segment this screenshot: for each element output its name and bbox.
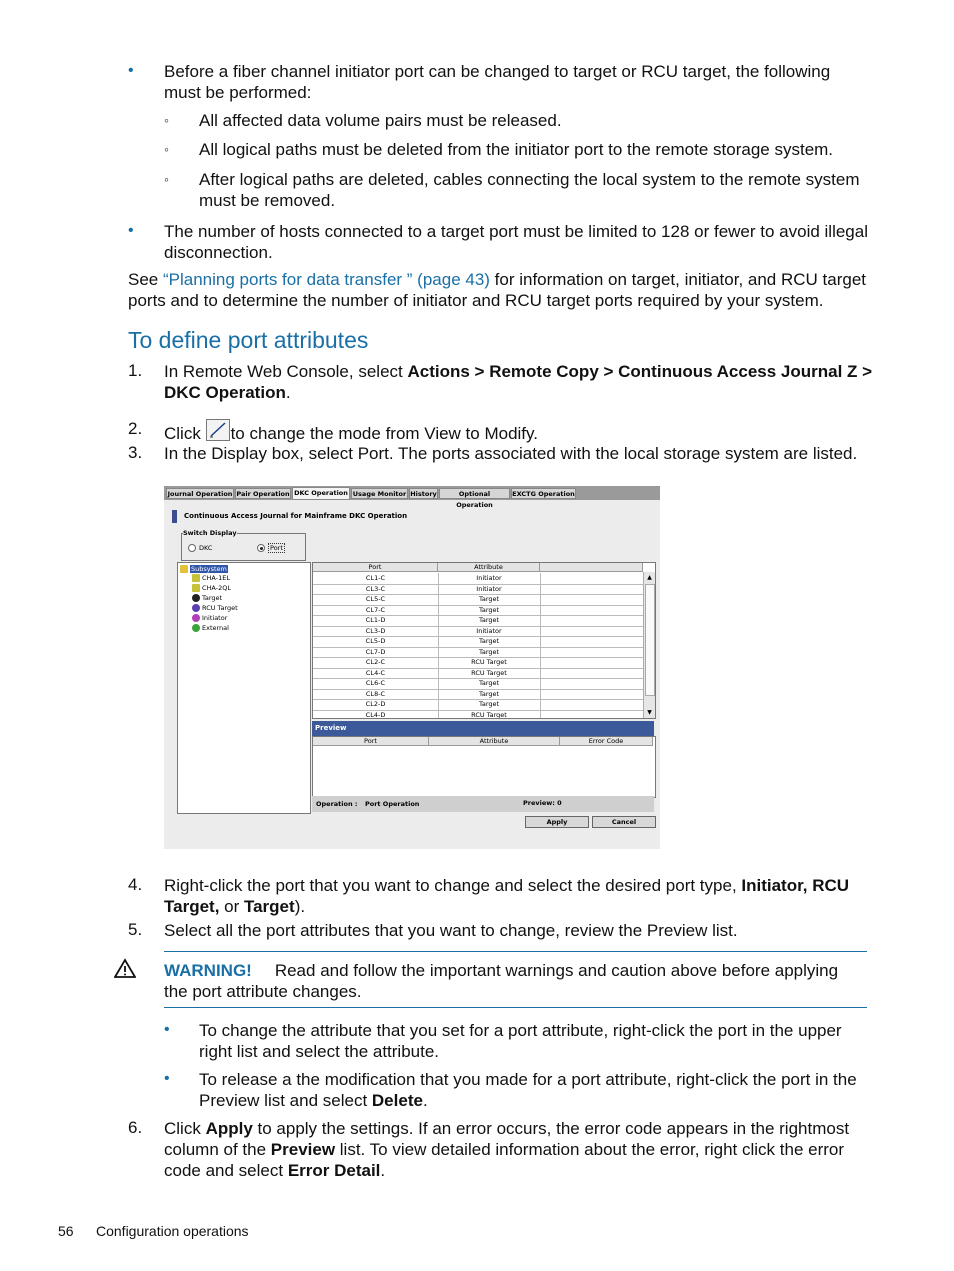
step-4-bold-1: Initiator, RCU Target, — [164, 876, 850, 916]
apply-button[interactable]: Apply — [525, 816, 589, 828]
adapter-icon — [192, 574, 200, 582]
step-6-text — [164, 1118, 864, 1181]
port-cell: CL3-C — [365, 584, 386, 593]
port-cell: CL2-C — [365, 658, 386, 666]
port-cell: CL1-D — [365, 616, 386, 624]
attribute-cell: Initiator — [476, 574, 502, 582]
column-divider — [540, 584, 541, 595]
step-2-post: to change the mode from View to Modify. — [230, 424, 538, 443]
port-cell: CL8-C — [365, 689, 386, 698]
port-cell: CL6-C — [365, 679, 386, 687]
preview-header-error-code[interactable]: Error Code — [560, 737, 653, 746]
attribute-cell: Target — [478, 595, 500, 603]
tab-optional-operation[interactable]: Optional Operation — [439, 488, 510, 499]
preview-list — [312, 736, 656, 798]
tree-item-external[interactable] — [192, 624, 229, 632]
preview-count: Preview: 0 — [523, 799, 562, 807]
sub-bullet-text: All logical paths must be deleted from the initiator port to the remote storage system. — [199, 140, 834, 159]
port-cell: CL7-C — [365, 605, 386, 614]
preview-header-port[interactable]: Port — [313, 737, 429, 746]
step-6-bold-apply: Apply — [205, 1119, 253, 1138]
section-heading: To define port attributes — [128, 327, 369, 353]
column-divider — [540, 594, 541, 605]
initiator-port-icon — [192, 614, 200, 622]
note-2-post: . — [422, 1091, 428, 1110]
tree-item-subsystem[interactable] — [180, 565, 228, 573]
tree-label: CHA-2QL — [202, 584, 231, 592]
attribute-cell: Target — [478, 605, 500, 614]
step-4-mid: or — [219, 897, 244, 916]
step-6-bold-error-detail: Error Detail — [287, 1161, 381, 1180]
step-number: 6. — [128, 1118, 143, 1137]
step-4-bold-2: Target — [243, 897, 295, 916]
step-number: 3. — [128, 443, 143, 462]
grid-header-blank — [540, 563, 643, 572]
table-row[interactable] — [313, 710, 643, 720]
attribute-cell: Target — [478, 679, 500, 687]
tree-label: External — [202, 624, 229, 632]
port-grid — [312, 562, 656, 719]
port-cell: CL4-D — [365, 710, 386, 719]
title-marker — [172, 510, 177, 523]
dkc-operation-screenshot — [164, 486, 660, 849]
bullet-marker: • — [128, 62, 134, 79]
tree-item-cha-2ql[interactable] — [192, 584, 231, 592]
attribute-cell: Target — [478, 616, 500, 624]
step-number: 4. — [128, 875, 143, 894]
step-1-post: . — [285, 383, 291, 402]
panel-title: Continuous Access Journal for Mainframe DKC Operation — [184, 512, 408, 520]
attribute-cell: Target — [478, 647, 500, 656]
sub-bullet-text: All affected data volume pairs must be released. — [199, 111, 562, 130]
attribute-cell: RCU Target — [471, 658, 507, 666]
radio-dkc-label: DKC — [199, 544, 213, 552]
tree-item-initiator[interactable] — [192, 614, 227, 622]
column-divider — [540, 636, 541, 647]
warning-text — [164, 960, 864, 1002]
subsystem-tree — [177, 562, 311, 814]
step-4-text — [164, 875, 864, 917]
step-1-pre: In Remote Web Console, select — [164, 362, 408, 381]
warning-rule-bottom — [164, 1007, 867, 1008]
port-cell: CL7-D — [365, 647, 386, 656]
see-suffix: for information on target, initiator, and RCU target ports and to determine the number of initiator and RCU target ports required by your system. — [128, 270, 867, 310]
note-text: To change the attribute that you set for a port attribute, right-click the port in the upper right list and select the attribute. — [199, 1021, 842, 1061]
attribute-cell: RCU Target — [471, 668, 507, 677]
bullet-marker: • — [128, 222, 134, 239]
sub-bullet-marker: ◦ — [164, 171, 169, 187]
step-1-text — [164, 361, 874, 403]
attribute-cell: Initiator — [476, 626, 502, 635]
column-divider — [540, 668, 541, 679]
step-2-pre: Click — [164, 424, 206, 443]
tab-dkc-operation[interactable]: DKC Operation — [292, 487, 350, 500]
grid-scrollbar[interactable] — [643, 572, 655, 718]
operation-value: Port Operation — [365, 800, 420, 808]
column-divider — [540, 657, 541, 668]
step-number: 2. — [128, 419, 143, 438]
step-2-text — [164, 419, 864, 444]
tab-journal-operation[interactable]: Journal Operation — [167, 490, 233, 498]
rcu-target-port-icon — [192, 604, 200, 612]
step-6-mid-1: to apply the settings. If an error occurs, the error code appears in the rightmost column of the — [164, 1119, 850, 1159]
step-number: 1. — [128, 361, 143, 380]
warning-label: WARNING! — [164, 961, 252, 980]
scroll-thumb[interactable] — [645, 584, 655, 696]
tree-item-rcu-target[interactable] — [192, 604, 238, 612]
column-divider — [540, 615, 541, 626]
step-1-menu-path: Actions > Remote Copy > Continuous Access Journal Z > DKC Operation — [164, 362, 873, 402]
switch-display-label: Switch Display — [183, 529, 237, 537]
attribute-cell: Target — [478, 689, 500, 698]
warning-icon — [114, 958, 136, 983]
tab-history[interactable]: History — [410, 490, 437, 498]
note-text — [199, 1069, 869, 1111]
tree-label: RCU Target — [202, 604, 238, 612]
column-divider — [540, 647, 541, 658]
tree-label: Target — [202, 594, 223, 602]
target-port-icon — [192, 594, 200, 602]
column-divider — [540, 689, 541, 700]
step-6-bold-preview: Preview — [270, 1140, 336, 1159]
preview-header-attribute[interactable]: Attribute — [429, 737, 560, 746]
tree-item-target[interactable] — [192, 594, 222, 602]
tree-item-cha-1el[interactable] — [192, 574, 230, 582]
scroll-up-icon[interactable]: ▲ — [647, 574, 652, 581]
tree-label: Initiator — [202, 614, 228, 622]
radio-port[interactable] — [257, 544, 265, 552]
radio-port-label: Port — [270, 544, 283, 552]
tree-label: Subsystem — [191, 565, 227, 573]
sub-bullet-marker: ◦ — [164, 141, 169, 157]
preview-bar: Preview — [312, 721, 654, 736]
step-5-text: Select all the port attributes that you want to change, review the Preview list. — [164, 921, 738, 940]
note-2-bold: Delete — [371, 1091, 423, 1110]
folder-icon — [180, 565, 188, 573]
port-cell: CL1-C — [365, 574, 386, 582]
operation-label: Operation : — [316, 800, 358, 808]
tab-usage-monitor[interactable]: Usage Monitor — [352, 490, 407, 498]
column-divider — [540, 605, 541, 616]
port-cell: CL5-C — [365, 595, 386, 603]
adapter-icon — [192, 584, 200, 592]
note-2-pre: To release a the modification that you made for a port attribute, right-click the port in the Preview list and select — [199, 1070, 857, 1110]
bullet-marker: • — [164, 1021, 170, 1038]
footer-section: Configuration operations — [96, 1223, 249, 1239]
sub-bullet-marker: ◦ — [164, 112, 169, 128]
step-4-pre: Right-click the port that you want to change and select the desired port type, — [164, 876, 742, 895]
scroll-down-icon[interactable]: ▼ — [647, 709, 652, 716]
port-cell: CL3-D — [365, 626, 386, 635]
tree-label: CHA-1EL — [202, 574, 230, 582]
modify-mode-icon[interactable] — [206, 419, 230, 441]
step-6-mid-2: list. To view detailed information about the error, right click the error code and select — [164, 1140, 845, 1180]
radio-dkc[interactable] — [188, 544, 196, 552]
column-divider — [540, 678, 541, 689]
tab-bar — [164, 486, 660, 509]
external-port-icon — [192, 624, 200, 632]
bullet-marker: • — [164, 1070, 170, 1087]
step-number: 5. — [128, 920, 143, 939]
column-divider — [540, 699, 541, 710]
attribute-cell: Target — [478, 700, 500, 708]
cancel-button[interactable]: Cancel — [592, 816, 656, 828]
port-cell: CL4-C — [365, 668, 386, 677]
attribute-cell: Target — [478, 637, 500, 645]
attribute-cell: RCU Target — [471, 710, 507, 719]
operation-bar — [312, 796, 654, 812]
grid-header-attribute[interactable]: Attribute — [438, 563, 540, 572]
see-paragraph — [128, 269, 873, 311]
port-cell: CL2-D — [365, 700, 386, 708]
step-6-post: . — [380, 1161, 386, 1180]
sub-bullet-text: After logical paths are deleted, cables connecting the local system to the remote system must be removed. — [199, 170, 860, 210]
page-number: 56 — [58, 1223, 74, 1239]
port-cell: CL5-D — [365, 637, 386, 645]
warning-rule-top — [164, 951, 867, 952]
column-divider — [540, 710, 541, 720]
tab-exctg-operation[interactable]: EXCTG Operation — [512, 490, 575, 498]
see-prefix: See — [128, 270, 163, 289]
bullet-text: Before a fiber channel initiator port can be changed to target or RCU target, the following must be performed: — [164, 62, 831, 102]
planning-ports-link[interactable]: “Planning ports for data transfer ” (page 43) — [162, 270, 490, 289]
step-3-text: In the Display box, select Port. The ports associated with the local storage system are listed. — [164, 444, 858, 463]
grid-header-port[interactable]: Port — [313, 563, 438, 572]
step-4-post: ). — [294, 897, 306, 916]
column-divider — [540, 573, 541, 584]
column-divider — [540, 626, 541, 637]
tab-pair-operation[interactable]: Pair Operation — [236, 490, 290, 498]
warning-body: Read and follow the important warnings and caution above before applying the port attribute changes. — [164, 961, 839, 1001]
step-6-pre: Click — [164, 1119, 206, 1138]
bullet-text: The number of hosts connected to a target port must be limited to 128 or fewer to avoid illegal disconnection. — [164, 222, 868, 262]
attribute-cell: Initiator — [476, 584, 502, 593]
